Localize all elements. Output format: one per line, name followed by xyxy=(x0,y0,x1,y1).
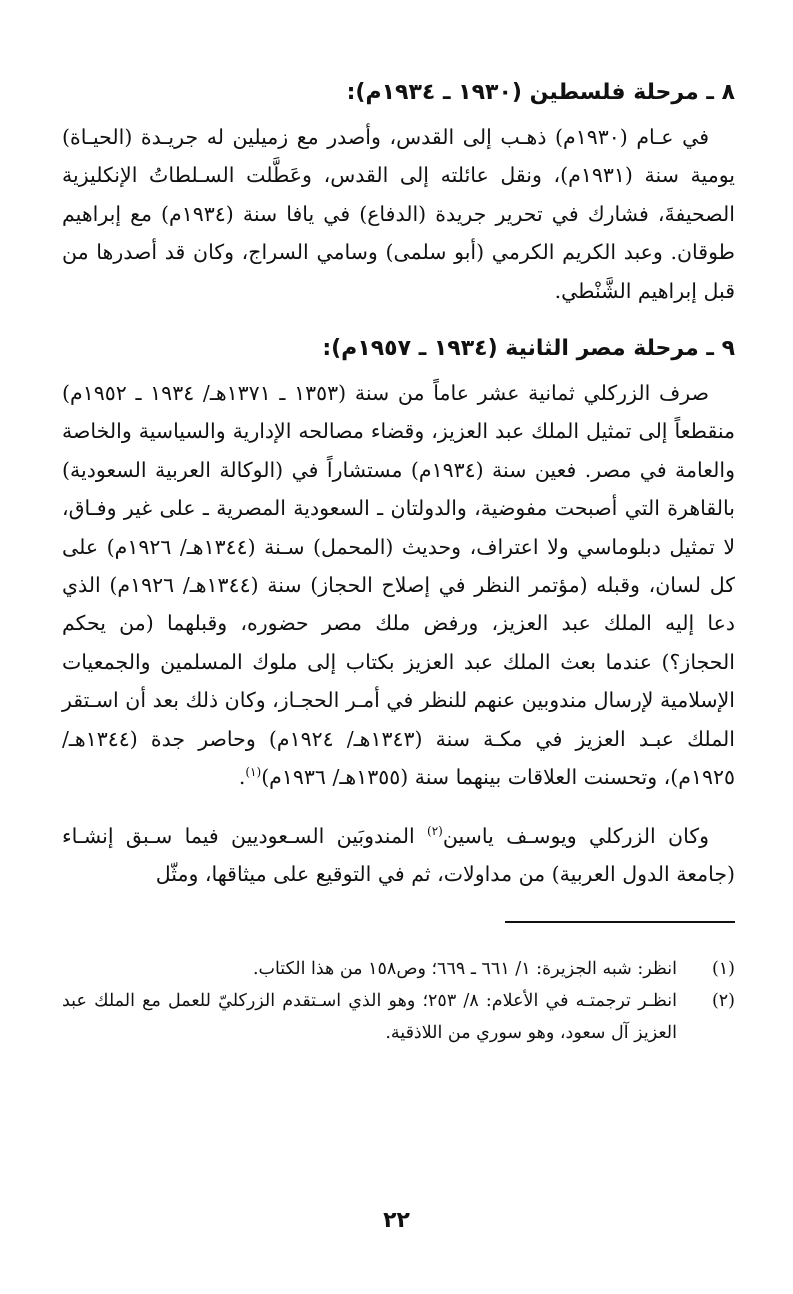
footnote-ref-2[interactable]: (٢) xyxy=(427,823,443,838)
footnote-divider-wrap xyxy=(62,921,735,923)
footnote-2-text: انظـر ترجمتـه في الأعلام: ٨/ ٢٥٣؛ وهو الذي اسـتقدم الزركليّ للعمل مع الملك عبد العزيز آل سعود، وهو سوري من اللاذقية. xyxy=(62,991,677,1044)
footnote-1-text: انظر: شبه الجزيرة: ١/ ٦٦١ ـ ٦٦٩؛ وص١٥٨ من هذا الكتاب. xyxy=(252,959,677,980)
footnote-2-number: (٢) xyxy=(711,991,735,1012)
section-9-end: . xyxy=(238,765,246,790)
section-9-heading: ٩ ـ مرحلة مصر الثانية (١٩٣٤ ـ ١٩٥٧م): xyxy=(322,336,735,362)
section-8-paragraph: في عـام (١٩٣٠م) ذهـب إلى القدس، وأصدر مع زميلين له جريـدة (الحيـاة) يومية سنة (١٩٣١م)، ونقل عائلته إلى القدس، وعَطَّلت السـلطاتُ الإنكليزية الصحيفةَ، فشارك في تحرير جريدة (الدفاع) في يافا سنة (١٩٣٤م) مع إبراهيم طوقان. وعبد الكريم الكرمي (أبو سلمى) وسامي السراج، وكان قد أصدرها من قبل إبراهيم الشَّنْطي. xyxy=(62,125,736,303)
paragraph-3-before: وكان الزركلي ويوسـف ياسين xyxy=(442,823,709,848)
footnote-divider xyxy=(505,921,735,923)
footnote-1-number: (١) xyxy=(711,959,735,980)
footnotes xyxy=(62,953,735,1049)
section-9-text: صرف الزركلي ثمانية عشر عاماً من سنة (١٣٥٣ ـ ١٣٧١هـ/ ١٩٣٤ ـ ١٩٥٢م) منقطعاً إلى تمثيل الملك عبد العزيز، وقضاء مصالحه الإدارية والسياسية والخاصة والعامة في مصر. فعين سنة (١٩٣٤م) مستشاراً في (الوكالة العربية السعودية) بالقاهرة التي أصبحت مفوضية، والدولتان ـ السعودية المصرية ـ على غير وفـاق، لا تمثيل دبلوماسي ولا اعتراف، وحديث (المحمل) سـنة (١٣٤٤هـ/ ١٩٢٦م) على كل لسان، وقبله (مؤتمر النظر في إصلاح الحجاز) سنة (١٣٤٤هـ/ ١٩٢٦م) الذي دعا إليه الملك عبد العزيز، ورفض ملك مصر حضوره، وقبلهما (من يحكم الحجاز؟) عندما بعث الملك عبد العزيز بكتاب إلى ملوك المسلمين والجمعيات الإسلامية لإرسال مندوبين عنهم للنظر في أمـر الحجـاز، وكان ذلك بعد أن اسـتقر الملك عبـد العزيز في مكـة سنة (١٣٤٣هـ/ ١٩٢٤م) وحاصر جدة (١٣٤٤هـ/ ١٩٢٥م)، وتحسنت العلاقات بينهما سنة (١٣٥٥هـ/ ١٩٣٦م) xyxy=(62,381,736,790)
page-number: ٢٢ xyxy=(383,1208,410,1233)
section-9-paragraph xyxy=(62,374,735,796)
footnote-1 xyxy=(62,953,735,985)
footnote-ref-1[interactable]: (١) xyxy=(245,765,262,780)
section-8-heading: ٨ ـ مرحلة فلسطين (١٩٣٠ ـ ١٩٣٤م): xyxy=(346,80,735,105)
paragraph-3-after: المندوبَين السـعوديين فيما سـبق إنشـاء (جامعة الدول العربية) من مداولات، ثم في التوقيع على ميثاقها، ومثّل xyxy=(62,823,735,886)
footnote-2 xyxy=(62,985,735,1049)
paragraph-3 xyxy=(62,817,735,894)
